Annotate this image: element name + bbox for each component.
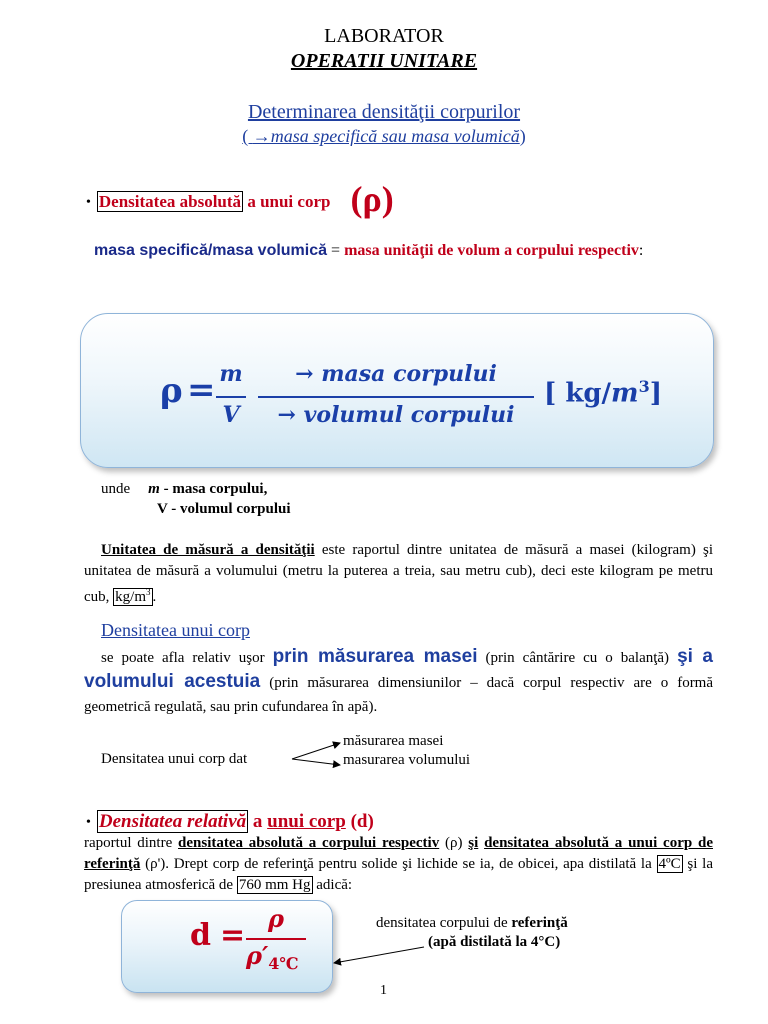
formula-equals: = bbox=[187, 370, 216, 410]
formula-numerator-note: → masa corpului bbox=[295, 361, 497, 387]
lab-heading: LABORATOR bbox=[324, 25, 444, 47]
definition-line: masa specifică/masa volumică = masa unităţii de volum a corpului respectiv: bbox=[94, 242, 644, 259]
legend-line-2: V - volumul corpului bbox=[157, 501, 291, 517]
measurement-paragraph: se poate afla relativ uşor prin măsurarea masei (prin cântărire cu o balanţă) şi a volumului acestuia (prin măsurarea dimensiunilor – dacă corpul respectiv are o formă geometrică regulată, sau prin cufundarea în apă). bbox=[84, 646, 714, 715]
formula-denominator: V bbox=[222, 402, 240, 428]
relative-density-heading: • Densitatea relativă a unui corp (d) bbox=[86, 811, 374, 832]
rho-symbol: (ρ) bbox=[350, 179, 394, 219]
course-title: OPERATII UNITARE bbox=[290, 50, 478, 72]
fraction-bar bbox=[216, 396, 246, 398]
reference-note-line-2: (apă distilată la 4°C) bbox=[428, 934, 561, 950]
document-title: Determinarea densităţii corpurilor bbox=[247, 101, 521, 123]
unit-paragraph: Unitatea de măsură a densităţii este raportul dintre unitatea de măsură a masei (kilogram) şi unitatea de măsură a volumului (metru la puterea a treia, sau metru cub), deci este kilogram pe metru cub, $kg/m^3$ . bbox=[84, 542, 713, 605]
formula2-d: d bbox=[190, 918, 211, 953]
document-subtitle: ( →masa specifică sau masa volumică) bbox=[242, 126, 526, 146]
formula-unit: [ $kg/m^3$] bbox=[544, 377, 663, 409]
formula2-equals: = bbox=[220, 918, 246, 953]
section-density-heading: Densitatea unui corp bbox=[101, 620, 250, 640]
note-fraction-bar bbox=[258, 396, 534, 398]
relative-density-paragraph: raportul dintre densitatea absolută a corpului respectiv (ρ) şi densitatea absolută a unui corp de referinţă (ρ'). Drept corp de referinţă pentru solide şi lichide se ia, de obicei, apa distilată la 4ºC şi la presiunea atmosferică de 760 mm Hg adică: bbox=[84, 835, 713, 893]
pointer-arrow-icon bbox=[328, 944, 428, 968]
legend-line-1: unde m - masa corpului, bbox=[101, 481, 268, 497]
formula2-bar bbox=[246, 938, 306, 940]
page-number: 1 bbox=[380, 983, 387, 998]
formula-rho: ρ bbox=[160, 371, 183, 411]
formula-numerator: m bbox=[219, 361, 243, 387]
reference-note-line-1: densitatea corpului de referinţă bbox=[376, 915, 568, 931]
formula2-numerator: ρ bbox=[268, 904, 284, 933]
diagram-target-mass: măsurarea masei bbox=[343, 733, 444, 749]
formula2-denominator: $\rho'_{4℃}$ bbox=[246, 941, 299, 973]
branch-arrows-icon bbox=[290, 735, 346, 775]
diagram-source: Densitatea unui corp dat bbox=[101, 751, 248, 767]
formula-denominator-note: → volumul corpului bbox=[277, 402, 515, 428]
absolute-density-heading: • Densitatea absolută a unui corp (ρ) bbox=[86, 179, 394, 219]
diagram-target-volume: masurarea volumului bbox=[343, 752, 471, 768]
